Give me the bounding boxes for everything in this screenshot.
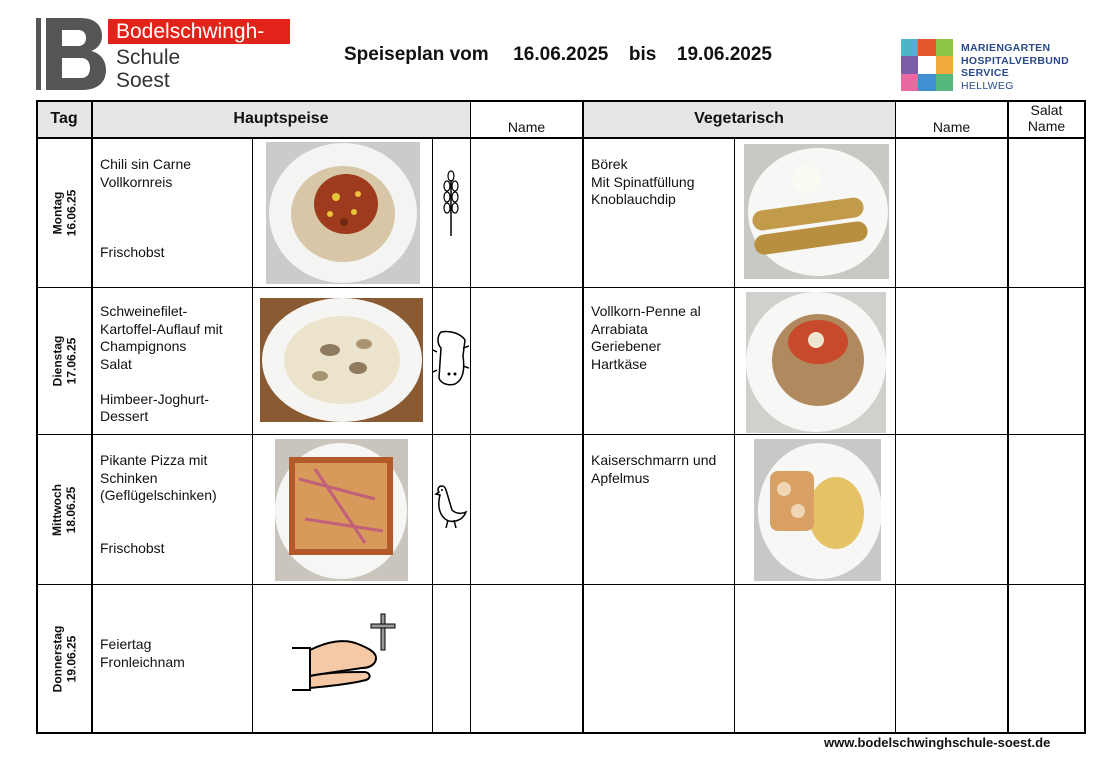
salat-header-line2: Name: [1027, 118, 1066, 134]
school-name-line2: Schule: [116, 46, 181, 69]
main-line: Schinken: [100, 469, 158, 486]
day-name: Dienstag: [50, 335, 64, 387]
column-header-hauptspeise: Hauptspeise: [233, 110, 329, 127]
main-line: Frischobst: [100, 243, 165, 260]
main-line: Schweinefilet-: [100, 303, 188, 319]
date-from: 16.06.2025: [513, 44, 609, 65]
main-line: Vollkornreis: [100, 173, 173, 190]
photo-pikante-pizza: [275, 439, 408, 581]
photo-schweinefilet-auflauf: [260, 298, 423, 422]
veg-line: Kaiserschmarrn und: [591, 452, 717, 468]
main-dish-monday: [100, 156, 191, 261]
day-cell-thursday: [36, 585, 92, 732]
main-line: [100, 373, 223, 391]
veg-line: Geriebener: [591, 338, 662, 354]
pig-icon: [433, 326, 469, 390]
main-line: (Geflügelschinken): [100, 487, 217, 503]
main-line: [100, 191, 191, 209]
veg-dish-wednesday: [591, 452, 716, 487]
wheat-icon: [440, 170, 462, 238]
menu-table: [36, 100, 1086, 734]
photo-kaiserschmarrn: [754, 439, 881, 581]
main-line: Fronleichnam: [100, 653, 185, 670]
chicken-icon: [432, 482, 470, 530]
veg-line: Hartkäse: [591, 355, 648, 372]
veg-dish-tuesday: [591, 303, 701, 373]
day-cell-wednesday: [36, 435, 92, 584]
main-line: [100, 209, 191, 227]
main-dish-tuesday: [100, 303, 223, 426]
partner-line4: HELLWEG: [961, 79, 1014, 92]
photo-boerek: [744, 144, 889, 279]
main-dish-wednesday: [100, 452, 217, 557]
title-between: bis: [628, 44, 657, 65]
partner-line2: HOSPITALVERBUND: [961, 54, 1069, 67]
page-title: [344, 44, 772, 66]
veg-line: Börek: [591, 156, 628, 172]
photo-vollkorn-penne: [746, 292, 886, 433]
main-line: Dessert: [100, 408, 149, 424]
day-cell-tuesday: [36, 288, 92, 434]
main-line: Chili sin Carne: [100, 156, 192, 172]
day-cell-monday: [36, 139, 92, 287]
main-dish-thursday: [100, 636, 185, 671]
main-line: Kartoffel-Auflauf mit: [100, 320, 223, 337]
salat-header-line1: Salat: [1030, 102, 1063, 118]
title-prefix: Speiseplan vom: [344, 44, 489, 65]
day-name: Donnerstag: [50, 625, 64, 692]
veg-line: Vollkorn-Penne al: [591, 303, 701, 319]
main-line: Salat: [100, 355, 132, 372]
partner-logo-mark: [901, 39, 953, 91]
veg-line: Arrabiata: [591, 320, 648, 337]
veg-line: Apfelmus: [591, 469, 650, 486]
day-date: 18.06.25: [64, 486, 78, 533]
day-date: 19.06.25: [64, 635, 78, 682]
partner-name: [961, 42, 1069, 92]
column-header-tag: Tag: [50, 110, 78, 127]
school-name-line3: Soest: [116, 69, 170, 92]
main-line: Himbeer-Joghurt-: [100, 390, 209, 407]
main-line: [100, 505, 217, 523]
main-line: [100, 226, 191, 244]
column-header-name-main: Name: [507, 119, 546, 135]
main-line: Feiertag: [100, 636, 152, 652]
main-line: Pikante Pizza mit: [100, 452, 208, 468]
column-header-name-veg: Name: [932, 119, 971, 135]
column-header-salat: [1009, 102, 1084, 134]
veg-line: Mit Spinatfüllung: [591, 173, 695, 190]
day-date: 17.06.25: [64, 337, 78, 385]
partner-line3: SERVICE: [961, 67, 1010, 79]
main-line: Champignons: [100, 338, 187, 354]
veg-dish-monday: [591, 156, 695, 209]
footer-website[interactable]: www.bodelschwinghschule-soest.de: [824, 735, 1051, 750]
day-name: Montag: [50, 191, 64, 235]
column-header-vegetarisch: Vegetarisch: [694, 110, 784, 127]
day-date: 16.06.25: [64, 189, 78, 237]
partner-line1: MARIENGARTEN: [961, 42, 1051, 54]
date-to: 19.06.2025: [676, 44, 772, 65]
school-name-banner: Bodelschwingh-: [108, 19, 290, 44]
veg-line: Knoblauchdip: [591, 191, 676, 207]
day-name: Mittwoch: [50, 483, 64, 536]
praying-hands-cross-icon: [290, 610, 404, 698]
main-line: [100, 522, 217, 540]
school-logo-b: [36, 18, 108, 90]
main-line: Frischobst: [100, 539, 165, 556]
photo-chili-sin-carne: [266, 142, 420, 284]
